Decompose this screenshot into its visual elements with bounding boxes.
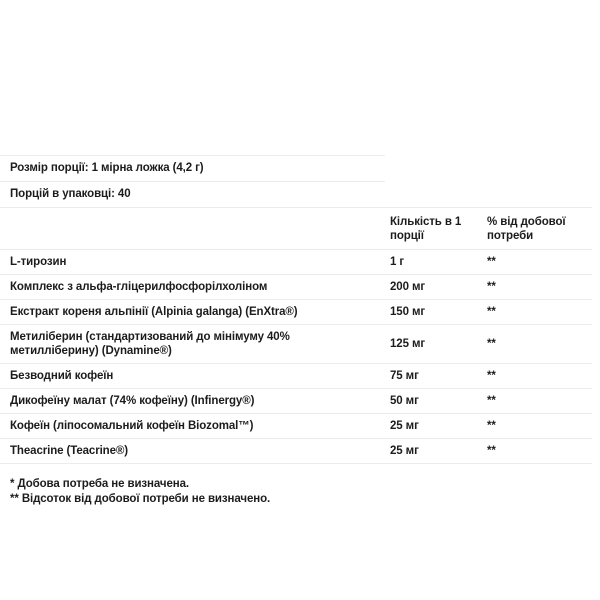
- table-row: [0, 275, 592, 300]
- column-header-amount-per-serving: Кількість в 1 порції: [390, 208, 487, 250]
- ingredient-amount: 200 мг: [390, 275, 487, 300]
- footnote-percent-daily-value-not-established: ** Відсоток від добової потреби не визначено.: [10, 493, 271, 505]
- ingredient-daily-value: **: [487, 414, 592, 439]
- ingredient-amount: 25 мг: [390, 414, 487, 439]
- ingredient-amount: 75 мг: [390, 364, 487, 389]
- table-header: [0, 208, 592, 250]
- ingredient-name: Комплекс з альфа-гліцерилфосфорілхоліном: [0, 275, 390, 300]
- ingredient-name: Метиліберин (стандартизований до мінімуму 40% метиллiберину) (Dynamine®): [0, 325, 390, 364]
- column-header-daily-value: % від добової потреби: [487, 208, 592, 250]
- ingredient-amount: 50 мг: [390, 389, 487, 414]
- ingredient-name: L-тирозин: [0, 250, 390, 275]
- servings-per-container-row: Порцій в упаковці: 40: [0, 181, 600, 207]
- nutrition-facts-table: [0, 207, 592, 464]
- ingredient-amount: 25 мг: [390, 439, 487, 464]
- ingredient-amount: 1 г: [390, 250, 487, 275]
- footnotes-block: [0, 477, 600, 507]
- ingredient-amount: 125 мг: [390, 325, 487, 364]
- ingredient-daily-value: **: [487, 389, 592, 414]
- ingredient-daily-value: **: [487, 439, 592, 464]
- table-row: [0, 439, 592, 464]
- ingredient-name: Екстракт кореня альпінії (Alpinia galanga) (EnXtra®): [0, 300, 390, 325]
- table-row: [0, 250, 592, 275]
- ingredient-name: Кофеїн (ліпосомальний кофеїн Biozomal™): [0, 414, 390, 439]
- table-body: [0, 250, 592, 464]
- ingredient-daily-value: **: [487, 300, 592, 325]
- table-row: [0, 325, 592, 364]
- table-row: [0, 414, 592, 439]
- ingredient-daily-value: **: [487, 364, 592, 389]
- serving-size-row: Розмір порції: 1 мірна ложка (4,2 г): [0, 155, 600, 181]
- ingredient-name: Дикофеїну малат (74% кофеїну) (Infinergy®): [0, 389, 390, 414]
- ingredient-daily-value: **: [487, 325, 592, 364]
- ingredient-daily-value: **: [487, 250, 592, 275]
- ingredient-name: Theacrine (Teacrine®): [0, 439, 390, 464]
- table-header-row: [0, 208, 592, 250]
- footnote-daily-value-not-established: * Добова потреба не визначена.: [10, 478, 190, 490]
- ingredient-name: Безводний кофеїн: [0, 364, 390, 389]
- serving-info-block: [0, 155, 600, 207]
- ingredient-daily-value: **: [487, 275, 592, 300]
- table-row: [0, 300, 592, 325]
- ingredient-amount: 150 мг: [390, 300, 487, 325]
- table-row: [0, 364, 592, 389]
- table-row: [0, 389, 592, 414]
- column-header-ingredient: [0, 208, 390, 250]
